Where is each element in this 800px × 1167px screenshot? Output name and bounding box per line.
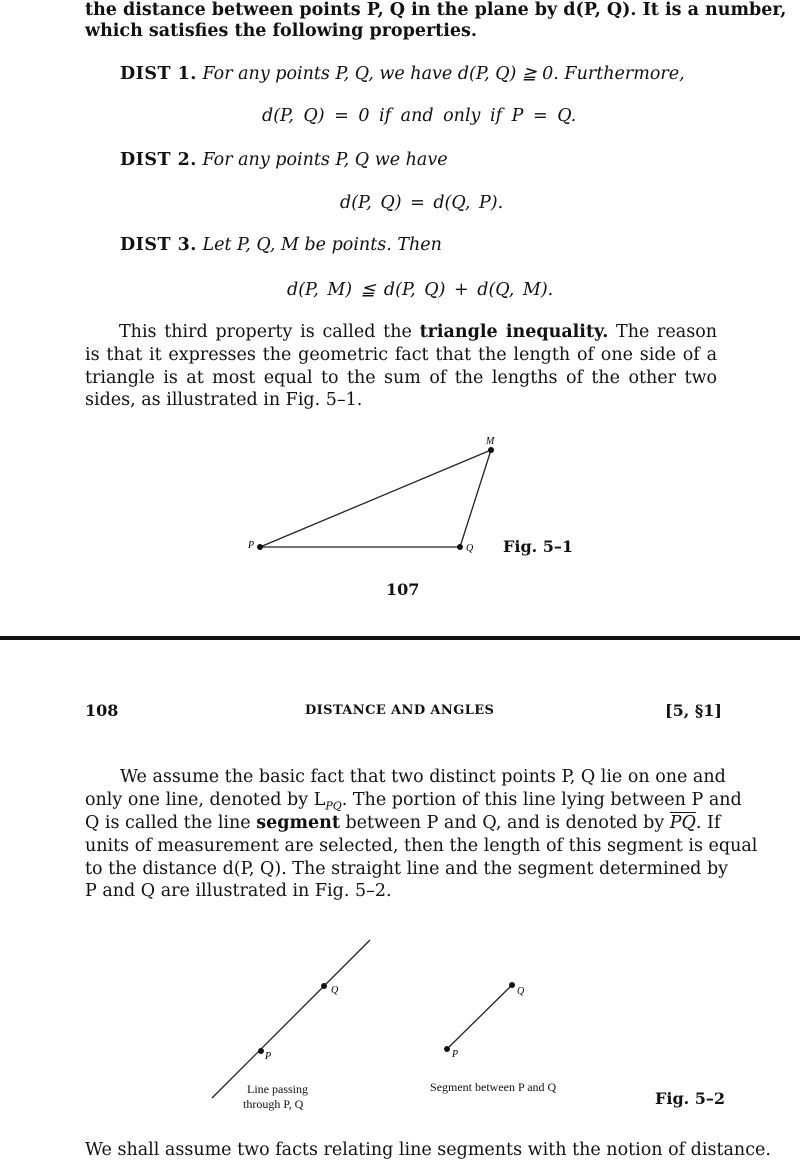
figure-5-1-triangle — [240, 430, 510, 560]
dist3-formula: d(P, M) ≦ d(P, Q) + d(Q, M). — [287, 280, 554, 300]
segment-caption: Segment between P and Q — [430, 1080, 557, 1094]
triangle-inequality-term: triangle inequality. — [419, 322, 609, 342]
paragraph-line-1: We assume the basic fact that two distinct points P, Q lie on one and — [120, 767, 726, 787]
dist2-statement — [120, 150, 448, 170]
page-number-108: 108 — [85, 701, 119, 720]
dist3-text: Let P, Q, M be points. Then — [202, 235, 442, 255]
point-q — [457, 544, 463, 550]
dist1-statement — [120, 64, 685, 84]
line-caption-1: Line passing — [247, 1082, 308, 1096]
running-title: DISTANCE AND ANGLES — [305, 703, 495, 718]
line-caption-2: through P, Q — [243, 1097, 304, 1111]
line-3-mid: between P and Q, and is denoted by — [339, 813, 670, 833]
line-point-p — [258, 1048, 264, 1054]
paragraph-line-3 — [85, 813, 720, 833]
dist2-formula: d(P, Q) = d(Q, P). — [340, 193, 504, 213]
line-2-start: only one line, denoted by L — [85, 790, 326, 810]
dist1-text: For any points P, Q, we have d(P, Q) ≧ 0. Furthermore, — [202, 64, 685, 84]
dist3-label: DIST 3. — [120, 235, 197, 255]
para-rest: The reason is that it expresses the geometric fact that the length of one side of a triangle is at most equal to the sum of the lengths of the other two sides, as illustrated in Fig. 5–1. — [85, 322, 718, 411]
line-lpq — [212, 940, 370, 1098]
closing-line: We shall assume two facts relating line segments with the notion of distance. — [85, 1140, 771, 1160]
segment-label-q: Q — [517, 986, 525, 997]
line-label-p: P — [265, 1051, 272, 1062]
page-number-107: 107 — [386, 580, 420, 599]
point-m — [488, 447, 494, 453]
paragraph-line-4: units of measurement are selected, then the length of this segment is equal — [85, 836, 758, 856]
paragraph-line-5: to the distance d(P, Q). The straight line and the segment determined by — [85, 859, 729, 879]
page-divider — [0, 636, 800, 640]
paragraph-line-2 — [85, 790, 742, 813]
label-q: Q — [466, 543, 474, 554]
label-m: M — [486, 436, 495, 447]
segment-point-q — [509, 982, 515, 988]
dist1-formula: d(P, Q) = 0 if and only if P = Q. — [262, 106, 577, 126]
line-3-start: Q is called the line — [85, 813, 257, 833]
segment-term: segment — [256, 813, 340, 833]
line-2-rest: . The portion of this line lying between P and — [341, 790, 742, 810]
segment-pm — [260, 450, 491, 547]
segment-qm — [460, 450, 491, 547]
paragraph-line-6: P and Q are illustrated in Fig. 5–2. — [85, 881, 392, 901]
segment-label-p: P — [452, 1049, 459, 1060]
line-point-q — [321, 983, 327, 989]
triangle-inequality-paragraph — [85, 321, 717, 412]
line-label-q: Q — [331, 985, 339, 996]
dist2-label: DIST 2. — [120, 150, 197, 170]
figure-5-1-caption: Fig. 5–1 — [503, 537, 574, 556]
segment-point-p — [444, 1046, 450, 1052]
figure-5-2-caption: Fig. 5–2 — [655, 1089, 726, 1108]
point-p — [257, 544, 263, 550]
intro-line-2: which satisfies the following properties. — [85, 21, 477, 41]
line-subscript-pq: PQ — [325, 799, 342, 813]
figure-5-2-segment-pq — [435, 975, 535, 1065]
segment-notation-pq: $\overline{PQ}$ — [669, 813, 696, 833]
para-start: This third property is called the — [119, 322, 420, 342]
segment-pq-line — [447, 985, 512, 1049]
section-reference: [5, §1] — [665, 701, 722, 720]
dist1-label: DIST 1. — [120, 64, 197, 84]
intro-line-1: the distance between points P, Q in the plane by d(P, Q). It is a number, — [85, 0, 787, 20]
dist3-statement — [120, 235, 442, 255]
line-3-end: . If — [695, 813, 721, 833]
label-p: P — [248, 540, 255, 551]
dist2-text: For any points P, Q we have — [202, 150, 448, 170]
